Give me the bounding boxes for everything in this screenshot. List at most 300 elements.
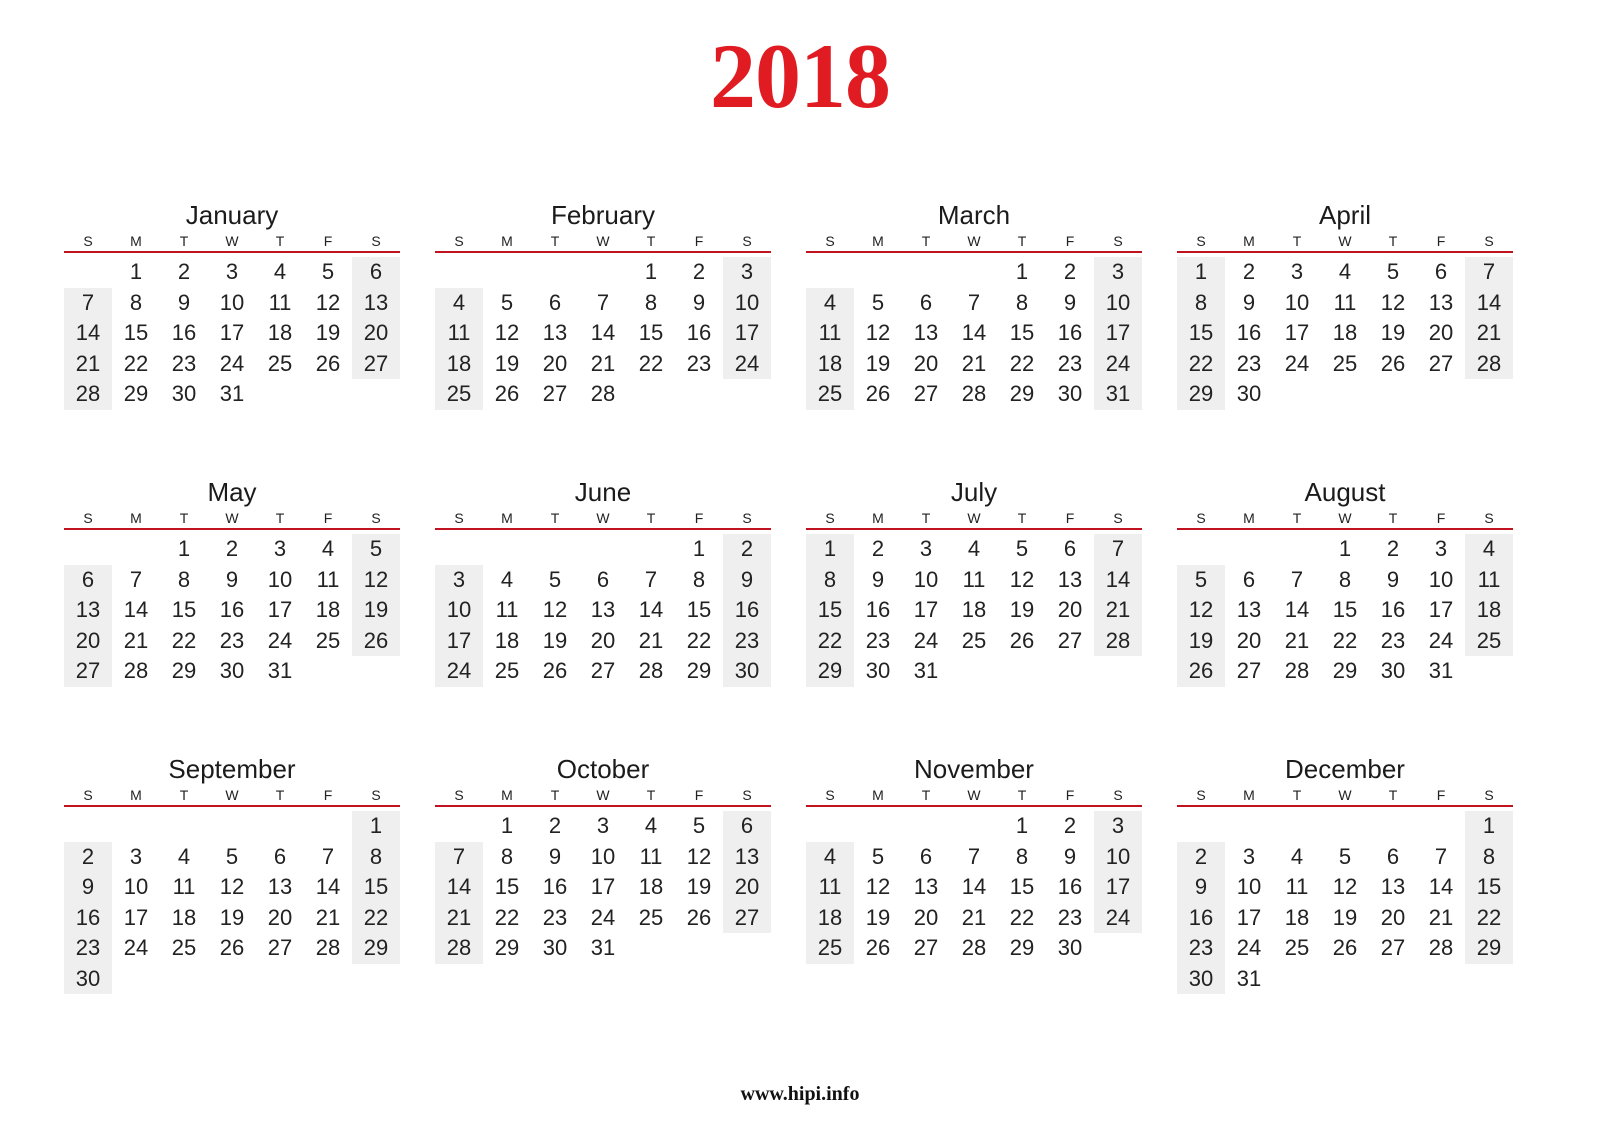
day-cell: 22 [123,350,149,376]
day-cell: 7 [596,289,610,315]
day-cell: 6 [723,811,771,842]
day-cell: 2 [1386,536,1400,561]
day-cell: 5 [871,843,885,869]
weekday-label: S [454,787,464,803]
empty-day [854,811,902,842]
day-cell: 24 [1094,349,1142,380]
day-cell: 25 [1332,350,1358,376]
empty-day [112,811,160,842]
day-cell: 21 [1428,904,1454,930]
day-cell: 7 [1465,257,1513,288]
day-cell: 23 [542,904,568,930]
empty-day [806,811,854,842]
empty-day [435,534,483,565]
weekday-label: F [323,787,333,803]
month-may [64,477,400,687]
day-cell: 8 [1015,289,1029,315]
day-cell: 23 [219,627,245,653]
day-cell: 13 [352,288,400,319]
day-cell: 13 [1057,566,1083,592]
empty-day [1273,534,1321,565]
month-name: June [574,477,632,507]
month-october [435,754,771,964]
day-cell: 18 [435,349,483,380]
day-cell: 14 [64,318,112,349]
weekday-label: T [275,787,285,803]
day-cell: 15 [494,874,520,899]
day-cell: 21 [1094,595,1142,626]
day-cell: 15 [1009,874,1035,899]
day-cell: 22 [494,904,520,930]
weekday-label: S [454,510,464,526]
day-cell: 22 [1465,903,1513,934]
day-grid [64,811,400,994]
day-cell: 20 [913,904,939,930]
day-cell: 13 [723,842,771,873]
day-cell: 19 [494,350,520,376]
day-cell: 29 [494,935,520,960]
month-august [1177,477,1513,687]
day-cell: 21 [64,349,112,380]
weekday-label: W [1338,787,1352,803]
day-cell: 1 [1015,813,1029,838]
day-cell: 14 [1094,565,1142,596]
day-cell: 28 [123,658,149,683]
empty-day [854,257,902,288]
empty-day [1177,534,1225,565]
empty-day [256,811,304,842]
weekday-label: S [454,233,464,249]
day-cell: 21 [1465,318,1513,349]
day-cell: 3 [1242,843,1256,869]
day-cell: 26 [865,381,891,406]
day-cell: 14 [123,597,149,622]
day-cell: 27 [723,903,771,934]
weekday-label: F [1065,233,1075,249]
day-cell: 19 [1380,320,1406,345]
day-cell: 26 [686,904,712,930]
day-cell: 18 [267,320,293,345]
day-cell: 2 [1063,813,1077,838]
day-cell: 31 [1428,658,1454,683]
day-cell: 17 [723,318,771,349]
day-cell: 17 [1284,320,1310,345]
day-cell: 26 [352,626,400,657]
day-cell: 29 [123,381,149,406]
day-cell: 5 [1177,565,1225,596]
day-cell: 16 [171,320,197,345]
day-cell: 8 [129,289,143,315]
day-cell: 3 [1094,811,1142,842]
day-cell: 27 [1236,658,1262,683]
day-cell: 28 [435,933,483,964]
day-cell: 30 [1236,381,1262,406]
day-cell: 26 [1009,627,1035,653]
weekday-label: T [921,787,931,803]
day-cell: 6 [1386,843,1400,869]
day-cell: 11 [1333,289,1357,315]
empty-day [435,257,483,288]
day-cell: 12 [1332,874,1358,899]
day-cell: 18 [961,597,987,622]
day-cell: 25 [435,379,483,410]
day-cell: 22 [638,350,664,376]
day-cell: 8 [806,565,854,596]
day-cell: 23 [1177,933,1225,964]
day-cell: 12 [219,874,245,899]
month-name: January [185,200,279,230]
weekday-label: T [1388,510,1398,526]
year-title: 2018 [710,25,890,127]
day-cell: 16 [1057,874,1083,899]
day-cell: 11 [962,566,986,592]
weekday-label: W [596,510,610,526]
day-cell: 10 [1236,874,1262,899]
day-cell: 28 [961,381,987,406]
day-cell: 2 [64,842,112,873]
day-cell: 26 [865,935,891,960]
day-cell: 24 [435,656,483,687]
day-cell: 12 [1380,289,1406,315]
day-cell: 1 [1015,259,1029,284]
day-cell: 4 [273,259,287,284]
day-cell: 3 [1290,259,1304,284]
empty-day [531,257,579,288]
day-cell: 17 [267,597,293,622]
empty-day [950,811,998,842]
day-cell: 20 [1428,320,1454,345]
day-cell: 15 [806,595,854,626]
empty-day [483,534,531,565]
month-june [435,477,771,687]
day-cell: 8 [1338,566,1352,592]
day-cell: 20 [267,904,293,930]
day-cell: 23 [1057,350,1083,376]
month-name: March [937,200,1011,230]
day-cell: 10 [435,595,483,626]
day-cell: 12 [542,597,568,622]
day-cell: 29 [1177,379,1225,410]
day-cell: 19 [542,627,568,653]
weekday-label: T [1292,510,1302,526]
weekday-label: S [1484,510,1494,526]
weekday-label: T [1017,510,1027,526]
weekday-label: T [1017,233,1027,249]
day-cell: 31 [1094,379,1142,410]
day-cell: 5 [1015,536,1029,561]
day-cell: 16 [1177,903,1225,934]
day-cell: 7 [1290,566,1304,592]
day-cell: 14 [961,874,987,899]
weekday-label: T [921,510,931,526]
month-november [806,754,1142,964]
day-cell: 30 [865,658,891,683]
month-march [806,200,1142,410]
day-cell: 16 [219,597,245,622]
day-cell: 28 [1428,935,1454,960]
day-cell: 27 [267,935,293,960]
day-cell: 3 [919,536,933,561]
day-cell: 16 [542,874,568,899]
empty-day [1225,534,1273,565]
day-cell: 17 [913,597,939,622]
day-cell: 13 [913,874,939,899]
day-cell: 12 [865,320,891,345]
day-grid [64,257,400,410]
empty-day [1273,811,1321,842]
weekday-label: M [501,787,513,803]
day-cell: 19 [865,350,891,376]
month-july [806,477,1142,687]
day-cell: 19 [865,904,891,930]
day-cell: 4 [435,288,483,319]
weekday-label: T [646,787,656,803]
day-cell: 2 [871,536,885,561]
empty-day [902,811,950,842]
day-cell: 28 [1284,658,1310,683]
day-cell: 2 [1177,842,1225,873]
day-cell: 20 [352,318,400,349]
empty-day [1177,811,1225,842]
weekday-label: T [1017,787,1027,803]
day-cell: 22 [1009,904,1035,930]
day-cell: 13 [913,320,939,345]
day-cell: 27 [1428,350,1454,376]
day-cell: 5 [225,843,239,869]
day-cell: 4 [1290,843,1304,869]
weekday-label: S [825,787,835,803]
weekday-label: T [179,510,189,526]
day-cell: 8 [352,842,400,873]
weekday-label: W [225,787,239,803]
day-cell: 9 [1063,289,1077,315]
day-cell: 29 [1465,933,1513,964]
day-cell: 27 [542,381,568,406]
day-cell: 26 [315,350,341,376]
weekday-label: S [1484,787,1494,803]
weekday-label: S [371,233,381,249]
day-grid [435,257,771,410]
weekday-label: F [694,233,704,249]
day-cell: 24 [1428,627,1454,653]
day-cell: 5 [321,259,335,284]
day-cell: 14 [961,320,987,345]
day-cell: 15 [171,597,197,622]
day-cell: 26 [1380,350,1406,376]
day-cell: 24 [219,350,245,376]
day-cell: 12 [1009,566,1035,592]
day-cell: 30 [1057,935,1083,960]
weekday-header [1177,510,1513,530]
weekday-label: T [179,233,189,249]
day-cell: 3 [273,536,287,561]
day-cell: 12 [686,843,712,869]
day-cell: 2 [177,259,191,284]
weekday-label: F [694,787,704,803]
day-cell: 1 [352,811,400,842]
weekday-label: S [1113,233,1123,249]
day-cell: 11 [1465,565,1513,596]
weekday-header [435,233,771,253]
day-cell: 10 [723,288,771,319]
day-cell: 30 [1057,381,1083,406]
day-cell: 29 [1009,935,1035,960]
day-cell: 9 [723,565,771,596]
day-cell: 10 [913,566,939,592]
day-cell: 9 [548,843,562,869]
weekday-label: M [1243,233,1255,249]
weekday-label: F [1436,510,1446,526]
empty-day [1225,811,1273,842]
weekday-label: S [83,233,93,249]
day-cell: 3 [129,843,143,869]
day-cell: 17 [123,904,149,930]
day-cell: 19 [219,904,245,930]
day-cell: 11 [316,566,340,592]
day-cell: 27 [590,658,616,683]
day-cell: 10 [590,843,616,869]
weekday-label: S [83,510,93,526]
day-cell: 10 [123,874,149,899]
day-cell: 9 [1177,872,1225,903]
day-cell: 4 [967,536,981,561]
day-cell: 7 [644,566,658,592]
weekday-label: W [225,233,239,249]
day-cell: 9 [225,566,239,592]
day-cell: 25 [315,627,341,653]
day-grid [1177,257,1513,410]
weekday-label: W [967,510,981,526]
day-cell: 4 [177,843,191,869]
weekday-label: M [501,510,513,526]
day-cell: 7 [64,288,112,319]
weekday-label: T [275,233,285,249]
month-name: April [1318,200,1371,230]
weekday-label: W [1338,510,1352,526]
day-cell: 27 [913,935,939,960]
empty-day [112,534,160,565]
weekday-header [806,510,1142,530]
day-cell: 18 [494,627,520,653]
day-cell: 6 [1242,566,1256,592]
month-name: September [168,754,296,784]
weekday-label: M [872,787,884,803]
day-cell: 17 [590,874,616,899]
empty-day [160,811,208,842]
weekday-label: F [1065,787,1075,803]
day-grid [435,534,771,687]
weekday-header [64,233,400,253]
day-cell: 23 [171,350,197,376]
day-cell: 25 [267,350,293,376]
day-cell: 14 [590,320,616,345]
day-cell: 4 [321,536,335,561]
day-cell: 25 [1284,935,1310,960]
weekday-header [1177,787,1513,807]
weekday-label: M [130,233,142,249]
day-cell: 11 [268,289,292,315]
day-cell: 12 [494,320,520,345]
day-cell: 14 [435,872,483,903]
day-cell: 25 [638,904,664,930]
day-cell: 13 [1380,874,1406,899]
day-cell: 25 [806,379,854,410]
day-cell: 13 [1428,289,1454,315]
day-cell: 5 [548,566,562,592]
day-grid [806,257,1142,410]
weekday-label: F [323,233,333,249]
weekday-label: W [225,510,239,526]
day-cell: 20 [1380,904,1406,930]
weekday-label: S [1113,510,1123,526]
empty-day [806,257,854,288]
day-cell: 16 [1236,320,1262,345]
weekday-label: M [1243,787,1255,803]
day-cell: 4 [500,566,514,592]
weekday-label: S [825,510,835,526]
day-cell: 11 [639,843,663,869]
day-cell: 28 [1094,626,1142,657]
day-cell: 6 [64,565,112,596]
day-cell: 14 [315,874,341,899]
day-cell: 6 [919,843,933,869]
day-cell: 3 [596,813,610,838]
day-cell: 24 [267,627,293,653]
weekday-label: S [1196,233,1206,249]
day-cell: 15 [123,320,149,345]
day-cell: 17 [1094,318,1142,349]
weekday-label: T [646,510,656,526]
day-cell: 18 [1332,320,1358,345]
month-february [435,200,771,410]
day-cell: 6 [1063,536,1077,561]
day-cell: 24 [1236,935,1262,960]
day-cell: 23 [1380,627,1406,653]
day-cell: 3 [435,565,483,596]
day-cell: 20 [1236,627,1262,653]
day-cell: 9 [1386,566,1400,592]
weekday-label: W [967,787,981,803]
day-cell: 24 [723,349,771,380]
weekday-label: F [323,510,333,526]
day-cell: 21 [1284,627,1310,653]
weekday-label: S [371,787,381,803]
day-cell: 4 [1338,259,1352,284]
month-september [64,754,400,994]
month-name: July [950,477,998,507]
day-cell: 2 [723,534,771,565]
day-cell: 6 [919,289,933,315]
day-cell: 28 [638,658,664,683]
day-cell: 1 [129,259,143,284]
day-cell: 5 [871,289,885,315]
day-cell: 27 [1380,935,1406,960]
weekday-label: S [742,787,752,803]
day-cell: 2 [225,536,239,561]
day-cell: 27 [1057,627,1083,653]
weekday-label: T [550,787,560,803]
day-cell: 31 [590,935,616,960]
day-cell: 24 [590,904,616,930]
weekday-label: S [1484,233,1494,249]
day-cell: 20 [542,350,568,376]
day-cell: 12 [315,289,341,315]
day-cell: 30 [1380,658,1406,683]
day-cell: 23 [723,626,771,657]
weekday-label: S [83,787,93,803]
day-cell: 30 [219,658,245,683]
day-cell: 5 [692,813,706,838]
